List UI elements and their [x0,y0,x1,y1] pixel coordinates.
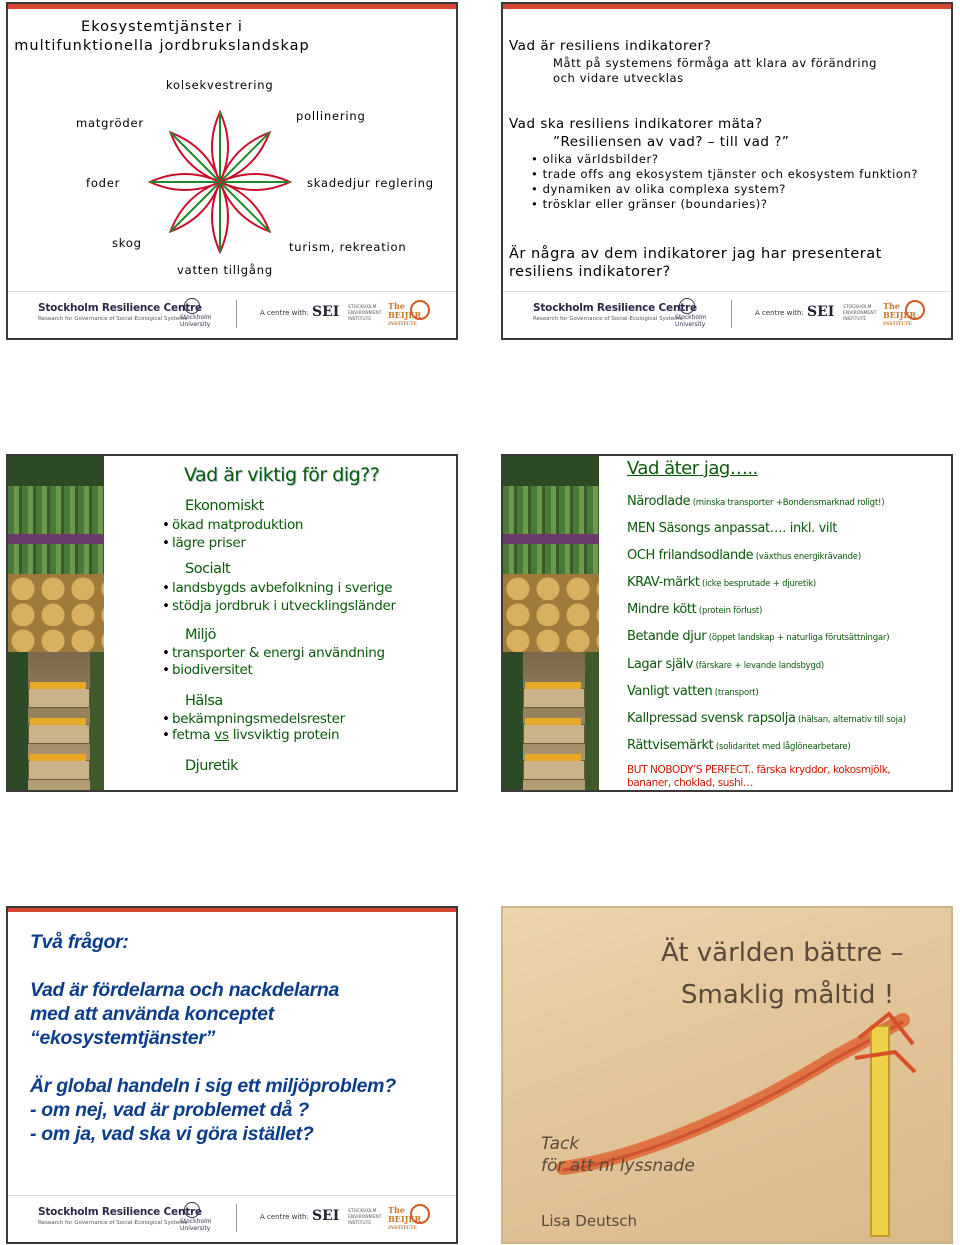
su-text: Stockholm University [180,314,212,328]
beijer-globe-icon [410,1204,430,1224]
section-head-djuretik: Djuretik [185,758,239,774]
su-text: Stockholm University [675,314,707,328]
label-skadedjur: skadedjur reglering [307,176,434,190]
foliage-right [90,652,104,792]
crate-fruit [30,754,86,761]
bullet-2: • trade offs ang ekosystem tjänster och ekosystem funktion? [531,167,919,181]
question-1-line1: Vad är fördelarna och nackdelarna [30,979,340,1001]
q3-line2: resiliens indikatorer? [509,264,671,280]
foliage-left [503,652,523,792]
sei-subtitle: STOCKHOLM ENVIRONMENT INSTITUTE [348,1209,382,1226]
item-bekampningsmedel: • bekämpningsmedelsrester [172,711,345,727]
foliage-left [8,652,28,792]
sei-subtitle: STOCKHOLM ENVIRONMENT INSTITUTE [348,305,382,322]
su-text: Stockholm University [180,1218,212,1232]
slide-what-matters [6,454,458,792]
slide6-title-line2: Smaklig måltid ! [681,980,895,1010]
q1: Vad är resiliens indikatorer? [509,38,712,54]
row-rattvisemarkt: Rättvisemärkt (solidaritet med låglönearbetare) [627,738,851,753]
potato-photo [503,574,599,652]
footer-divider [236,1204,237,1232]
question-1-line3: “ekosystemtjänster” [30,1027,216,1049]
row-mindre-kott: Mindre kött (protein förlust) [627,602,763,617]
thanks-line1: Tack [541,1134,580,1154]
centre-with-text: A centre with: [260,309,309,317]
slide-two-questions [6,906,458,1244]
slide2-footer [503,291,951,338]
slide-what-i-eat [501,454,953,792]
footer-divider [731,300,732,328]
row-frilands: OCH frilandsodlande (växthus energikrävande) [627,548,861,563]
src-logo-text: Stockholm Resilience Centre [38,1206,202,1218]
label-turism: turism, rekreation [289,240,407,254]
item-biodiversitet: • biodiversitet [172,662,253,678]
thanks-line2: för att ni lyssnade [541,1156,695,1176]
q2-sub: ”Resiliensen av vad? – till vad ?” [553,134,790,150]
question-1-line2: med att använda konceptet [30,1003,274,1025]
crate [523,724,585,744]
potato-photo [8,574,104,652]
footer-divider [236,300,237,328]
src-logo-subtitle: Research for Governance of Social-Ecological Systems [38,1220,188,1226]
crate-fruit [525,718,581,725]
beijer-logo: The BEIJER INSTITUTE [883,301,917,327]
beijer-logo: The BEIJER INSTITUTE [388,1205,422,1231]
slide-thanks [501,906,953,1244]
item-okad-matproduktion: • ökad matproduktion [172,517,303,533]
asparagus-tips [8,456,104,486]
painting-post [871,1026,889,1236]
crate-fruit [30,682,86,689]
crate-fruit [30,718,86,725]
question-2-line1: Är global handeln i sig ett miljöproblem? [30,1075,396,1097]
crate [523,688,585,708]
src-logo-subtitle: Research for Governance of Social-Ecological Systems [533,316,683,322]
slide4-title: Vad äter jag….. [627,458,758,479]
crate [28,688,90,708]
asparagus-band [8,534,104,544]
q2: Vad ska resiliens indikatorer mäta? [509,116,763,132]
row-krav: KRAV-märkt (icke besprutade + djuretik) [627,575,816,590]
bullet-1: • olika världsbilder? [531,152,659,166]
food-photo-strip [503,456,599,790]
beijer-logo: The BEIJER INSTITUTE [388,301,422,327]
slide1-title-line1: Ekosystemtjänster i [81,19,243,35]
centre-with-text: A centre with: [755,309,804,317]
src-logo-text: Stockholm Resilience Centre [38,302,202,314]
flower-petals [150,112,290,252]
beijer-globe-icon [410,300,430,320]
row-betande-djur: Betande djur (öppet landskap + naturliga förutsättningar) [627,629,890,644]
crate-fruit [525,754,581,761]
two-questions-heading: Två frågor: [30,931,129,953]
sei-logo: SEI [312,304,340,320]
slide3-title: Vad är viktig för dig?? [184,464,380,486]
centre-with-text: A centre with: [260,1213,309,1221]
food-photo-strip [8,456,104,790]
label-pollinering: pollinering [296,109,366,123]
accent-bar [8,908,456,912]
crate [523,760,585,780]
question-2-line3: - om ja, vad ska vi göra istället? [30,1123,314,1145]
foliage-right [585,652,599,792]
section-head-halsa: Hälsa [185,693,223,709]
row-sasongs: MEN Säsongs anpassat…. inkl. vilt [627,521,837,536]
label-vatten: vatten tillgång [177,263,273,277]
accent-bar [503,4,951,9]
slide6-title-line1: Ät världen bättre – [661,938,904,968]
stockholm-university-seal-icon [679,298,695,314]
item-lagre-priser: • lägre priser [172,535,246,551]
section-head-miljo: Miljö [185,627,216,643]
item-stodja: • stödja jordbruk i utvecklingsländer [172,598,396,614]
q1-sub1: Mått på systemens förmåga att klara av förändring [553,56,878,70]
row-rapsolja: Kallpressad svensk rapsolja (hälsan, alternativ till soja) [627,711,906,726]
row-narodlade: Närodlade (minska transporter +Bondensmarknad roligt!) [627,494,885,509]
crate [28,760,90,780]
item-transporter: • transporter & energi användning [172,645,385,661]
src-logo-text: Stockholm Resilience Centre [533,302,697,314]
sei-logo: SEI [312,1208,340,1224]
stockholm-university-seal-icon [184,298,200,314]
slide-ecosystem-services [6,2,458,340]
slide5-footer [8,1195,456,1242]
asparagus-band [503,534,599,544]
slide1-footer [8,291,456,338]
sei-subtitle: STOCKHOLM ENVIRONMENT INSTITUTE [843,305,877,322]
src-logo-subtitle: Research for Governance of Social-Ecological Systems [38,316,188,322]
sei-logo: SEI [807,304,835,320]
q1-sub2: och vidare utvecklas [553,71,684,85]
label-matgroder: matgröder [76,116,144,130]
beijer-globe-icon [905,300,925,320]
slide1-title-line2: multifunktionella jordbrukslandskap [14,38,310,54]
bullet-3: • dynamiken av olika complexa system? [531,182,786,196]
section-head-socialt: Socialt [185,561,231,577]
flower-diagram [8,4,458,340]
q3-line1: Är några av dem indikatorer jag har presenterat [509,246,882,262]
nobody-perfect: BUT NOBODY’S PERFECT.. färska kryddor, kokosmjölk, bananer, choklad, sushi… [627,764,891,789]
author-name: Lisa Deutsch [541,1212,638,1230]
label-skog: skog [112,236,142,250]
section-head-ekonomiskt: Ekonomiskt [185,498,264,514]
bullet-4: • trösklar eller gränser (boundaries)? [531,197,768,211]
crate [28,724,90,744]
item-fetma: • fetma vs livsviktig protein [172,727,339,743]
asparagus-tips [503,456,599,486]
crate-fruit [525,682,581,689]
label-kolsekvestrering: kolsekvestrering [166,78,274,92]
stockholm-university-seal-icon [184,1202,200,1218]
painting-arrow [563,1020,903,1168]
label-foder: foder [86,176,121,190]
item-landsbygds: • landsbygds avbefolkning i sverige [172,580,392,596]
row-vatten: Vanligt vatten (transport) [627,684,759,699]
question-2-line2: - om nej, vad är problemet då ? [30,1099,309,1121]
slide-resilience-indicators [501,2,953,340]
row-lagar-sjalv: Lagar själv (färskare + levande landsbygd) [627,657,825,672]
